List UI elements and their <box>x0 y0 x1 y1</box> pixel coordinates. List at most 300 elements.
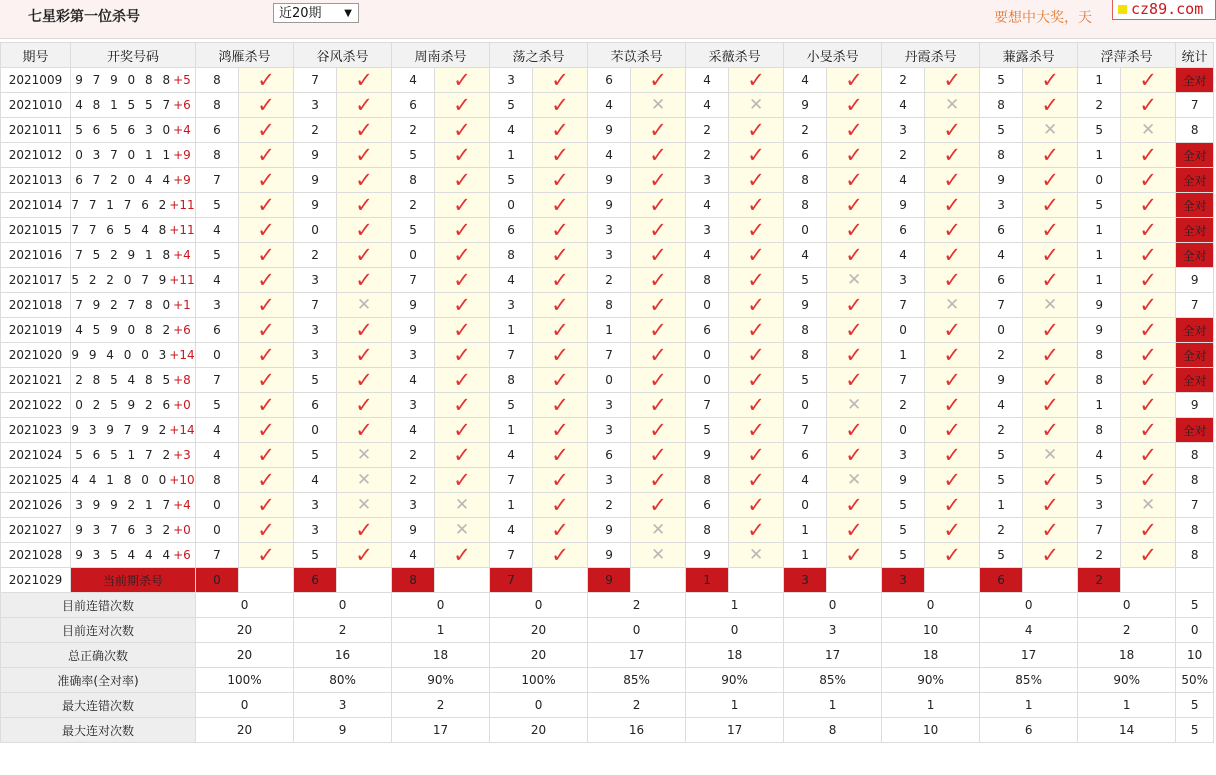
check-mark-icon: ✓ <box>533 543 588 568</box>
draw-numbers: 7 7 6 5 4 8 <box>71 223 170 237</box>
check-mark-icon: ✓ <box>1121 343 1176 368</box>
kill-number-cell: 5 <box>392 143 435 168</box>
kill-number-cell: 0 <box>882 418 925 443</box>
summary-value: 0 <box>196 693 294 718</box>
kill-number-cell: 0 <box>686 343 729 368</box>
table-row <box>1 143 1214 168</box>
kill-number-cell: 5 <box>882 493 925 518</box>
kill-number-cell: 7 <box>882 293 925 318</box>
kill-number-cell: 8 <box>784 343 827 368</box>
check-mark-icon: ✓ <box>435 68 490 93</box>
check-mark-icon: ✓ <box>827 493 882 518</box>
kill-number-cell: 3 <box>392 393 435 418</box>
kill-number-cell: 3 <box>588 393 631 418</box>
kill-number-cell: 7 <box>980 293 1023 318</box>
kill-number-cell: 6 <box>294 393 337 418</box>
summary-stat: 50% <box>1176 668 1214 693</box>
check-mark-icon: ✓ <box>925 368 980 393</box>
period-cell: 2021016 <box>1 243 71 268</box>
summary-value: 18 <box>392 643 490 668</box>
check-mark-icon: ✓ <box>435 243 490 268</box>
cross-mark-icon: ✕ <box>827 468 882 493</box>
check-mark-icon: ✓ <box>925 318 980 343</box>
check-mark-icon: ✓ <box>925 393 980 418</box>
summary-row <box>1 643 1214 668</box>
table-row <box>1 93 1214 118</box>
kill-number-cell: 3 <box>882 268 925 293</box>
kill-number-cell: 4 <box>784 468 827 493</box>
table-row <box>1 243 1214 268</box>
check-mark-icon: ✓ <box>435 418 490 443</box>
summary-label: 目前连错次数 <box>1 593 196 618</box>
summary-value: 9 <box>294 718 392 743</box>
kill-number-cell: 7 <box>392 268 435 293</box>
kill-number-cell: 9 <box>882 193 925 218</box>
draw-numbers-cell <box>71 68 196 93</box>
check-mark-icon: ✓ <box>925 143 980 168</box>
current-kill-number: 3 <box>784 568 827 593</box>
summary-label: 最大连错次数 <box>1 693 196 718</box>
kill-number-cell: 7 <box>490 468 533 493</box>
kill-number-cell: 5 <box>686 418 729 443</box>
check-mark-icon: ✓ <box>337 143 392 168</box>
column-header-expert: 丹霞杀号 <box>882 43 980 68</box>
cross-mark-icon: ✕ <box>827 393 882 418</box>
kill-number-cell: 5 <box>1078 118 1121 143</box>
check-mark-icon: ✓ <box>925 543 980 568</box>
check-mark-icon: ✓ <box>239 318 294 343</box>
check-mark-icon: ✓ <box>631 468 686 493</box>
kill-number-cell: 9 <box>588 518 631 543</box>
draw-numbers: 5 2 2 0 7 9 <box>71 273 170 287</box>
kill-number-cell: 9 <box>392 518 435 543</box>
current-kill-blank <box>827 568 882 593</box>
kill-number-cell: 1 <box>490 418 533 443</box>
summary-value: 1 <box>784 693 882 718</box>
draw-numbers-cell <box>71 243 196 268</box>
check-mark-icon: ✓ <box>533 443 588 468</box>
summary-value: 1 <box>1078 693 1176 718</box>
kill-number-cell: 8 <box>392 168 435 193</box>
kill-number-cell: 8 <box>490 368 533 393</box>
kill-number-cell: 7 <box>196 543 239 568</box>
check-mark-icon: ✓ <box>631 293 686 318</box>
check-mark-icon: ✓ <box>337 543 392 568</box>
check-mark-icon: ✓ <box>631 168 686 193</box>
draw-numbers-cell <box>71 93 196 118</box>
summary-value: 20 <box>490 643 588 668</box>
check-mark-icon: ✓ <box>533 218 588 243</box>
kill-number-cell: 8 <box>1078 368 1121 393</box>
summary-value: 18 <box>686 643 784 668</box>
current-kill-blank <box>925 568 980 593</box>
kill-number-cell: 1 <box>490 318 533 343</box>
cross-mark-icon: ✕ <box>337 493 392 518</box>
check-mark-icon: ✓ <box>729 393 784 418</box>
summary-value: 3 <box>294 693 392 718</box>
check-mark-icon: ✓ <box>239 218 294 243</box>
check-mark-icon: ✓ <box>337 193 392 218</box>
kill-number-cell: 9 <box>1078 318 1121 343</box>
period-range-select[interactable] <box>273 3 359 23</box>
kill-number-cell: 3 <box>588 218 631 243</box>
table-row <box>1 218 1214 243</box>
draw-sum-offset: +4 <box>173 123 191 137</box>
draw-sum-offset: +6 <box>173 548 191 562</box>
current-kill-blank <box>729 568 784 593</box>
kill-number-cell: 5 <box>980 543 1023 568</box>
table-row <box>1 68 1214 93</box>
check-mark-icon: ✓ <box>729 318 784 343</box>
period-cell: 2021014 <box>1 193 71 218</box>
check-mark-icon: ✓ <box>1023 68 1078 93</box>
period-cell: 2021028 <box>1 543 71 568</box>
kill-number-cell: 5 <box>784 268 827 293</box>
check-mark-icon: ✓ <box>827 368 882 393</box>
kill-number-cell: 0 <box>196 493 239 518</box>
check-mark-icon: ✓ <box>631 68 686 93</box>
kill-number-cell: 8 <box>196 468 239 493</box>
kill-number-cell: 7 <box>490 343 533 368</box>
check-mark-icon: ✓ <box>1121 518 1176 543</box>
check-mark-icon: ✓ <box>1023 143 1078 168</box>
check-mark-icon: ✓ <box>729 443 784 468</box>
summary-value: 20 <box>490 618 588 643</box>
table-header-row <box>1 43 1214 68</box>
kill-number-cell: 0 <box>980 318 1023 343</box>
kill-number-cell: 9 <box>588 168 631 193</box>
kill-number-cell: 2 <box>392 468 435 493</box>
stat-cell: 7 <box>1176 293 1214 318</box>
kill-number-cell: 4 <box>882 168 925 193</box>
check-mark-icon: ✓ <box>337 343 392 368</box>
kill-number-cell: 9 <box>294 168 337 193</box>
draw-sum-offset: +4 <box>173 498 191 512</box>
summary-row <box>1 668 1214 693</box>
period-cell: 2021011 <box>1 118 71 143</box>
check-mark-icon: ✓ <box>239 393 294 418</box>
stat-cell: 8 <box>1176 468 1214 493</box>
kill-number-cell: 0 <box>196 518 239 543</box>
kill-number-cell: 2 <box>686 118 729 143</box>
kill-number-cell: 0 <box>784 218 827 243</box>
check-mark-icon: ✓ <box>827 443 882 468</box>
check-mark-icon: ✓ <box>729 143 784 168</box>
check-mark-icon: ✓ <box>533 68 588 93</box>
kill-number-cell: 6 <box>588 68 631 93</box>
kill-number-cell: 3 <box>882 118 925 143</box>
check-mark-icon: ✓ <box>435 118 490 143</box>
dropdown-arrow-icon: ▼ <box>344 8 352 19</box>
check-mark-icon: ✓ <box>435 318 490 343</box>
kill-number-cell: 3 <box>294 318 337 343</box>
period-cell: 2021015 <box>1 218 71 243</box>
kill-number-cell: 6 <box>882 218 925 243</box>
kill-number-cell: 5 <box>980 468 1023 493</box>
check-mark-icon: ✓ <box>337 118 392 143</box>
summary-value: 90% <box>392 668 490 693</box>
summary-value: 0 <box>882 593 980 618</box>
check-mark-icon: ✓ <box>533 343 588 368</box>
period-cell: 2021019 <box>1 318 71 343</box>
kill-number-cell: 5 <box>392 218 435 243</box>
check-mark-icon: ✓ <box>435 193 490 218</box>
draw-sum-offset: +9 <box>173 148 191 162</box>
period-cell: 2021023 <box>1 418 71 443</box>
stat-cell: 8 <box>1176 443 1214 468</box>
check-mark-icon: ✓ <box>729 343 784 368</box>
current-kill-blank <box>631 568 686 593</box>
cross-mark-icon: ✕ <box>337 443 392 468</box>
check-mark-icon: ✓ <box>925 118 980 143</box>
check-mark-icon: ✓ <box>239 168 294 193</box>
current-kill-number: 6 <box>294 568 337 593</box>
stat-cell: 全对 <box>1176 193 1214 218</box>
kill-number-cell: 5 <box>882 543 925 568</box>
kill-number-cell: 9 <box>784 93 827 118</box>
kill-number-cell: 5 <box>1078 193 1121 218</box>
check-mark-icon: ✓ <box>1121 293 1176 318</box>
check-mark-icon: ✓ <box>1023 418 1078 443</box>
draw-sum-offset: +8 <box>173 373 191 387</box>
check-mark-icon: ✓ <box>1121 68 1176 93</box>
kill-number-cell: 1 <box>1078 68 1121 93</box>
check-mark-icon: ✓ <box>631 393 686 418</box>
kill-number-cell: 3 <box>686 218 729 243</box>
summary-value: 0 <box>588 618 686 643</box>
current-kill-number: 6 <box>980 568 1023 593</box>
draw-numbers-cell <box>71 518 196 543</box>
check-mark-icon: ✓ <box>729 293 784 318</box>
kill-number-cell: 4 <box>686 93 729 118</box>
summary-value: 16 <box>588 718 686 743</box>
draw-numbers: 2 8 5 4 8 5 <box>75 373 174 387</box>
kill-number-cell: 0 <box>294 418 337 443</box>
draw-numbers-cell <box>71 293 196 318</box>
check-mark-icon: ✓ <box>925 343 980 368</box>
table-row <box>1 168 1214 193</box>
kill-number-cell: 4 <box>392 418 435 443</box>
cross-mark-icon: ✕ <box>631 543 686 568</box>
kill-number-cell: 0 <box>196 343 239 368</box>
kill-number-cell: 8 <box>196 93 239 118</box>
kill-number-cell: 4 <box>490 118 533 143</box>
cross-mark-icon: ✕ <box>1121 118 1176 143</box>
period-cell: 2021027 <box>1 518 71 543</box>
check-mark-icon: ✓ <box>827 418 882 443</box>
site-logo[interactable] <box>1112 0 1216 20</box>
draw-numbers: 9 3 9 7 9 2 <box>71 423 170 437</box>
check-mark-icon: ✓ <box>337 318 392 343</box>
check-mark-icon: ✓ <box>1023 193 1078 218</box>
summary-row <box>1 693 1214 718</box>
kill-number-cell: 7 <box>294 68 337 93</box>
kill-number-cell: 6 <box>392 93 435 118</box>
column-header-expert: 鸿雁杀号 <box>196 43 294 68</box>
cross-mark-icon: ✕ <box>729 543 784 568</box>
kill-number-cell: 5 <box>294 443 337 468</box>
check-mark-icon: ✓ <box>631 493 686 518</box>
period-cell: 2021020 <box>1 343 71 368</box>
kill-number-cell: 3 <box>980 193 1023 218</box>
column-header-expert: 采薇杀号 <box>686 43 784 68</box>
kill-number-cell: 2 <box>588 268 631 293</box>
draw-numbers: 7 9 2 7 8 0 <box>75 298 174 312</box>
kill-number-cell: 5 <box>196 193 239 218</box>
draw-sum-offset: +0 <box>173 523 191 537</box>
check-mark-icon: ✓ <box>827 293 882 318</box>
check-mark-icon: ✓ <box>533 518 588 543</box>
stat-cell: 8 <box>1176 118 1214 143</box>
check-mark-icon: ✓ <box>1121 368 1176 393</box>
draw-numbers-cell <box>71 418 196 443</box>
draw-numbers-cell <box>71 443 196 468</box>
table-row <box>1 293 1214 318</box>
summary-value: 85% <box>784 668 882 693</box>
kill-number-cell: 4 <box>784 68 827 93</box>
summary-label: 总正确次数 <box>1 643 196 668</box>
kill-number-cell: 7 <box>294 293 337 318</box>
column-header-expert: 荡之杀号 <box>490 43 588 68</box>
check-mark-icon: ✓ <box>239 268 294 293</box>
check-mark-icon: ✓ <box>435 343 490 368</box>
check-mark-icon: ✓ <box>239 468 294 493</box>
summary-value: 17 <box>784 643 882 668</box>
summary-value: 1 <box>980 693 1078 718</box>
kill-number-cell: 3 <box>294 268 337 293</box>
kill-number-cell: 0 <box>686 368 729 393</box>
column-header-expert: 小旻杀号 <box>784 43 882 68</box>
summary-label: 准确率(全对率) <box>1 668 196 693</box>
check-mark-icon: ✓ <box>337 418 392 443</box>
check-mark-icon: ✓ <box>1121 143 1176 168</box>
cross-mark-icon: ✕ <box>631 518 686 543</box>
check-mark-icon: ✓ <box>925 493 980 518</box>
logo-text: cz89.com <box>1131 0 1204 18</box>
check-mark-icon: ✓ <box>337 218 392 243</box>
check-mark-icon: ✓ <box>827 243 882 268</box>
draw-numbers: 6 7 2 0 4 4 <box>75 173 174 187</box>
check-mark-icon: ✓ <box>1121 218 1176 243</box>
check-mark-icon: ✓ <box>533 293 588 318</box>
check-mark-icon: ✓ <box>1023 493 1078 518</box>
check-mark-icon: ✓ <box>435 543 490 568</box>
check-mark-icon: ✓ <box>239 93 294 118</box>
summary-value: 85% <box>980 668 1078 693</box>
stat-cell: 全对 <box>1176 418 1214 443</box>
check-mark-icon: ✓ <box>1121 443 1176 468</box>
draw-numbers-cell <box>71 168 196 193</box>
check-mark-icon: ✓ <box>337 368 392 393</box>
kill-number-cell: 1 <box>882 343 925 368</box>
draw-numbers-cell <box>71 118 196 143</box>
kill-number-cell: 2 <box>1078 543 1121 568</box>
kill-number-cell: 9 <box>588 118 631 143</box>
kill-number-cell: 3 <box>294 518 337 543</box>
kill-number-cell: 1 <box>784 518 827 543</box>
check-mark-icon: ✓ <box>435 168 490 193</box>
draw-numbers-cell <box>71 143 196 168</box>
summary-value: 2 <box>588 693 686 718</box>
kill-number-cell: 8 <box>588 293 631 318</box>
check-mark-icon: ✓ <box>533 418 588 443</box>
draw-numbers-cell <box>71 493 196 518</box>
check-mark-icon: ✓ <box>1023 318 1078 343</box>
stat-cell: 全对 <box>1176 368 1214 393</box>
check-mark-icon: ✓ <box>239 543 294 568</box>
column-header-stat: 统计 <box>1176 43 1214 68</box>
kill-number-cell: 1 <box>490 493 533 518</box>
draw-sum-offset: +5 <box>173 73 191 87</box>
check-mark-icon: ✓ <box>729 518 784 543</box>
draw-numbers-cell <box>71 318 196 343</box>
check-mark-icon: ✓ <box>239 293 294 318</box>
check-mark-icon: ✓ <box>631 118 686 143</box>
check-mark-icon: ✓ <box>337 393 392 418</box>
draw-sum-offset: +14 <box>169 423 195 437</box>
draw-numbers-cell <box>71 368 196 393</box>
check-mark-icon: ✓ <box>631 343 686 368</box>
kill-number-cell: 2 <box>980 418 1023 443</box>
kill-number-cell: 6 <box>980 268 1023 293</box>
summary-value: 3 <box>784 618 882 643</box>
table-row <box>1 493 1214 518</box>
check-mark-icon: ✓ <box>925 468 980 493</box>
summary-value: 90% <box>882 668 980 693</box>
check-mark-icon: ✓ <box>1023 343 1078 368</box>
summary-value: 17 <box>980 643 1078 668</box>
check-mark-icon: ✓ <box>1023 218 1078 243</box>
period-cell: 2021017 <box>1 268 71 293</box>
check-mark-icon: ✓ <box>435 393 490 418</box>
cross-mark-icon: ✕ <box>631 93 686 118</box>
stat-cell: 全对 <box>1176 143 1214 168</box>
column-header-expert: 蒹露杀号 <box>980 43 1078 68</box>
logo-square-icon <box>1118 5 1127 14</box>
kill-number-cell: 4 <box>490 443 533 468</box>
kill-number-cell: 8 <box>1078 418 1121 443</box>
kill-number-cell: 0 <box>294 218 337 243</box>
check-mark-icon: ✓ <box>827 218 882 243</box>
current-kill-blank <box>533 568 588 593</box>
current-kill-number: 3 <box>882 568 925 593</box>
summary-label: 目前连对次数 <box>1 618 196 643</box>
check-mark-icon: ✓ <box>533 193 588 218</box>
table-row <box>1 193 1214 218</box>
kill-number-cell: 9 <box>980 368 1023 393</box>
kill-number-cell: 3 <box>196 293 239 318</box>
check-mark-icon: ✓ <box>1023 368 1078 393</box>
draw-numbers: 9 3 7 6 3 2 <box>75 523 174 537</box>
kill-number-cell: 3 <box>686 168 729 193</box>
kill-number-cell: 4 <box>588 143 631 168</box>
kill-number-cell: 9 <box>882 468 925 493</box>
summary-value: 20 <box>196 643 294 668</box>
draw-numbers: 5 6 5 1 7 2 <box>75 448 174 462</box>
current-kill-number: 7 <box>490 568 533 593</box>
cross-mark-icon: ✕ <box>337 468 392 493</box>
kill-number-cell: 7 <box>784 418 827 443</box>
check-mark-icon: ✓ <box>729 368 784 393</box>
summary-value: 20 <box>196 718 294 743</box>
check-mark-icon: ✓ <box>1023 243 1078 268</box>
check-mark-icon: ✓ <box>729 218 784 243</box>
check-mark-icon: ✓ <box>337 168 392 193</box>
summary-row <box>1 618 1214 643</box>
check-mark-icon: ✓ <box>729 418 784 443</box>
kill-number-cell: 7 <box>882 368 925 393</box>
summary-stat: 0 <box>1176 618 1214 643</box>
